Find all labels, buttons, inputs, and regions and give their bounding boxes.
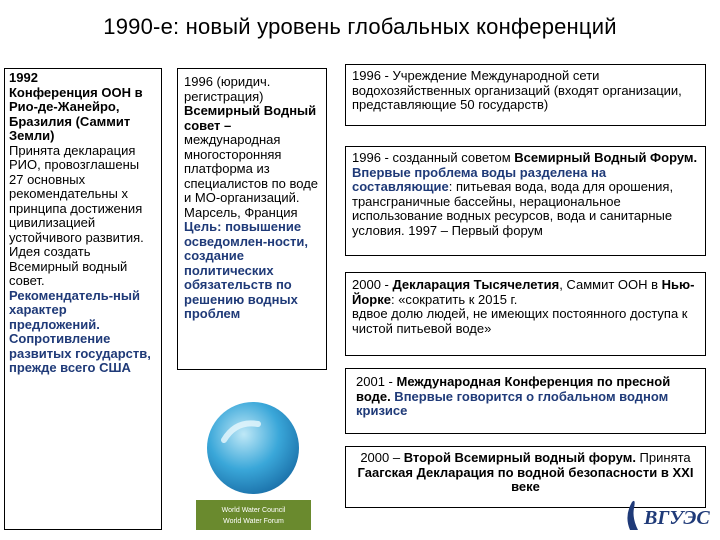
brand-text: ВГУЭС (644, 507, 710, 529)
box-1992-rio (4, 68, 162, 530)
millennium-goal-cont: вдвое долю людей, не имеющих постоянного доступа к чистой питьевой воде» (352, 306, 688, 336)
water-drop-icon (207, 402, 299, 494)
network-text: 1996 - Учреждение Международной сети водохозяйственных организаций (входят организации, представляющие 50 государств) (352, 68, 682, 112)
logo-line2: World Water Forum (223, 518, 284, 525)
council-title: Всемирный Водный совет – (184, 103, 317, 133)
logo-line1: World Water Council (221, 507, 286, 514)
rio-declaration: Принята декларация РИО, провозглашены 27 основных рекомендательны х принципа достижения цивилизацией устойчивого развития. (9, 142, 144, 245)
second-forum-name: Второй Всемирный водный форум. (403, 450, 636, 465)
box-1996-water-council (177, 68, 327, 370)
world-water-council-logo (196, 400, 311, 530)
freshwater-year: 2001 - (356, 374, 397, 389)
water-council-idea: Идея создать Всемирный водный совет. (9, 244, 128, 288)
forum-intro: 1996 - созданный советом (352, 150, 515, 165)
vguens-logo (622, 494, 712, 536)
box-1996-forum (345, 146, 706, 256)
millennium-summit: , Саммит ООН в (559, 277, 662, 292)
council-goal: Цель: повышение осведомлен-ности, создание политических обязательств по решению водных проблем (184, 219, 309, 321)
freshwater-conference: Международная Конференция по пресной воде. (356, 374, 671, 404)
box-1996-network (345, 64, 706, 126)
logo-banner (196, 500, 311, 530)
freshwater-crisis: Впервые говорится о глобальном водном кризисе (356, 388, 669, 418)
emblem-icon (627, 501, 638, 530)
millennium-year: 2000 - (352, 277, 393, 292)
forum-name: Всемирный Водный Форум. (514, 150, 698, 165)
council-location: Марсель, Франция (184, 204, 298, 220)
rio-resistance: Рекомендатель-ный характер предложений. Сопротивление развитых государств, прежде всего США (9, 287, 151, 375)
council-description: международная многосторонняя платформа из специалистов по воде и МО-организаций. (184, 132, 319, 205)
millennium-goal: : «сократить к 2015 г. (390, 291, 518, 307)
year-1992: 1992 (9, 70, 38, 85)
millennium-city: Нью-Йорке (352, 277, 695, 307)
council-registration: 1996 (юридич. регистрация) (184, 74, 271, 104)
second-forum-year: 2000 – (360, 450, 404, 465)
millennium-declaration: Декларация Тысячелетия (392, 277, 560, 292)
rio-conference: Конференция ООН в Рио-де-Жанейро, Бразилия (Саммит Земли) (9, 84, 143, 143)
box-2001-freshwater (345, 368, 706, 434)
hague-declaration: Гаагская Декларация по водной безопасности в XXI веке (357, 464, 694, 494)
box-2000-millennium (345, 272, 706, 356)
second-forum-adopted: Принята (635, 450, 691, 465)
page-title: 1990-е: новый уровень глобальных конференций (103, 14, 617, 39)
forum-details: : питьевая вода, вода для орошения, трансграничные бассейны, нерациональное использование водных ресурсов, вода и санитарные условия. 1997 – Первый форум (352, 179, 674, 238)
forum-first-split: Впервые проблема воды разделена на составляющие (352, 164, 607, 194)
